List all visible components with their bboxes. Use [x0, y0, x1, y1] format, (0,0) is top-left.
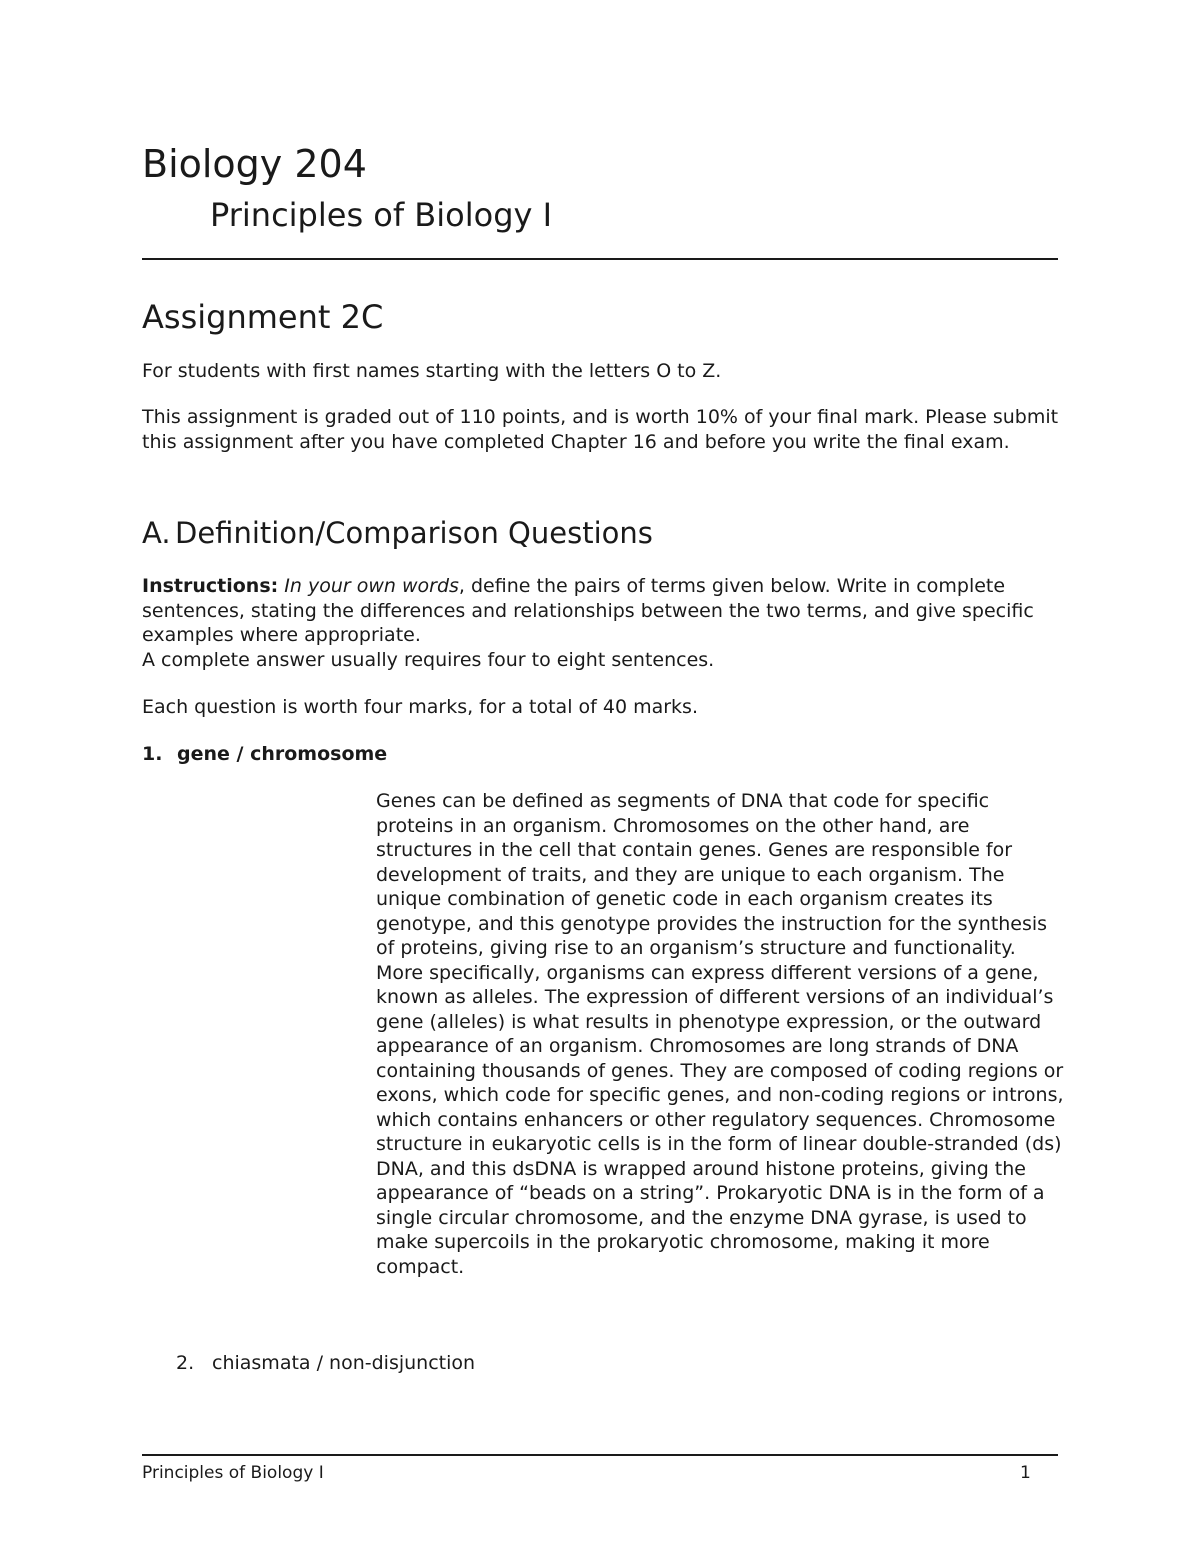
question-1-heading	[142, 742, 387, 766]
page-number: 1	[1020, 1463, 1031, 1483]
audience-note: For students with first names starting with the letters O to Z.	[142, 360, 722, 382]
section-letter: A.	[142, 516, 171, 550]
header-divider	[142, 258, 1058, 260]
instructions-emphasis: In your own words	[284, 575, 459, 597]
instructions-label: Instructions:	[142, 575, 279, 597]
footer-divider	[142, 1454, 1058, 1456]
section-title: Definition/Comparison Questions	[175, 516, 653, 550]
assignment-title: Assignment 2C	[142, 298, 384, 336]
course-title: Biology 204	[142, 142, 367, 186]
question-2-number: 2.	[176, 1352, 195, 1374]
question-1-number: 1.	[142, 743, 163, 765]
question-2-heading	[176, 1351, 475, 1375]
instructions-text: , define the pairs of terms given below. Write in complete sentences, stating the differences and relationships between the two terms, and give specific examples where appropriate.	[142, 575, 1034, 646]
marks-note: Each question is worth four marks, for a total of 40 marks.	[142, 696, 698, 718]
grading-note: This assignment is graded out of 110 points, and is worth 10% of your final mark. Please submit this assignment after you have completed Chapter 16 and before you write the final exam.	[142, 406, 1059, 453]
instructions	[142, 574, 1062, 672]
question-1-answer: Genes can be defined as segments of DNA that code for specific proteins in an organism. Chromosomes on the other hand, are structures in the cell that contain genes. Genes are responsible for development of traits, and they are unique to each organism. The unique combination of genetic code in each organism creates its genotype, and this genotype provides the instruction for the synthesis of proteins, giving rise to an organism’s structure and functionality. More specifically, organisms can express different versions of a gene, known as alleles. The expression of different versions of an individual’s gene (alleles) is what results in phenotype expression, or the outward appearance of an organism. Chromosomes are long strands of DNA containing thousands of genes. They are composed of coding regions or exons, which code for specific genes, and non-coding regions or introns, which contains enhancers or other regulatory sequences. Chromosome structure in eukaryotic cells is in the form of linear double-stranded (ds) DNA, and this dsDNA is wrapped around histone proteins, giving the appearance of “beads on a string”. Prokaryotic DNA is in the form of a single circular chromosome, and the enzyme DNA gyrase, is used to make supercoils in the prokaryotic chromosome, making it more compact.	[376, 790, 1064, 1278]
instructions-length-note: A complete answer usually requires four to eight sentences.	[142, 648, 715, 671]
question-2-title: chiasmata / non-disjunction	[212, 1352, 476, 1374]
section-heading	[142, 514, 653, 552]
footer-title: Principles of Biology I	[142, 1463, 324, 1483]
question-1-title: gene / chromosome	[177, 743, 388, 765]
course-subtitle: Principles of Biology I	[210, 196, 553, 234]
